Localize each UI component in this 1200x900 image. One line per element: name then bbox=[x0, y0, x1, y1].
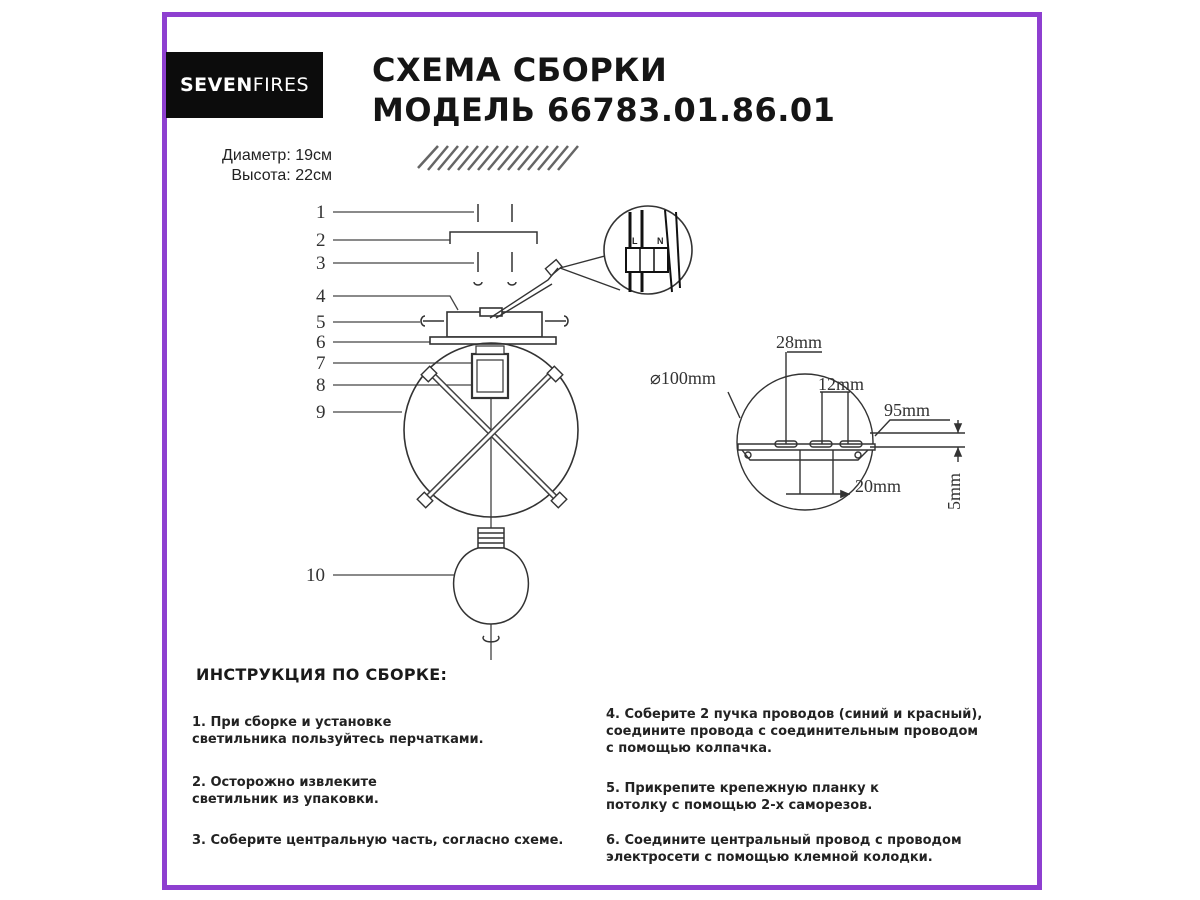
measure-diameter: ⌀100mm bbox=[650, 368, 716, 388]
measure-center: 20mm bbox=[855, 476, 902, 496]
measure-thickness: 5mm bbox=[944, 472, 964, 510]
callout-4: 4 bbox=[316, 286, 326, 307]
measure-slot-width: 12mm bbox=[818, 374, 865, 394]
callout-3: 3 bbox=[316, 253, 326, 274]
callout-5: 5 bbox=[316, 312, 326, 333]
callout-numbers bbox=[306, 202, 326, 586]
callout-7: 7 bbox=[316, 353, 326, 374]
terminal-label-n: N bbox=[657, 236, 664, 246]
callout-1: 1 bbox=[316, 202, 326, 223]
mounting-screws bbox=[450, 204, 537, 285]
callout-9: 9 bbox=[316, 402, 326, 423]
title-line-2: МОДЕЛЬ 66783.01.86.01 bbox=[372, 91, 836, 129]
ceiling-hatch bbox=[418, 146, 578, 170]
instruction-step-5: 5. Прикрепите крепежную планку к потолку с помощью 2-х саморезов. bbox=[606, 781, 879, 813]
connector-wire bbox=[490, 253, 620, 318]
instruction-step-6: 6. Соедините центральный провод с проводом электросети с помощью клемной колодки. bbox=[606, 833, 962, 865]
terminal-block-zoom bbox=[604, 206, 692, 294]
instruction-step-4: 4. Соберите 2 пучка проводов (синий и красный), соедините провода с соединительным проводом с помощью колпачка. bbox=[606, 707, 983, 756]
instructions-heading: ИНСТРУКЦИЯ ПО СБОРКЕ: bbox=[196, 665, 448, 684]
instruction-step-1: 1. При сборке и установке светильника пользуйтесь перчатками. bbox=[192, 715, 484, 747]
diameter-text: Диаметр: 19см bbox=[222, 147, 332, 164]
bracket-measurements bbox=[650, 332, 964, 510]
brand-logo-strong: SEVEN bbox=[179, 74, 253, 96]
height-text: Высота: 22см bbox=[231, 167, 332, 184]
terminal-label-l: L bbox=[632, 236, 638, 246]
callout-8: 8 bbox=[316, 375, 326, 396]
measure-slot-spacing: 28mm bbox=[776, 332, 823, 352]
canopy bbox=[421, 308, 568, 344]
measure-length: 95mm bbox=[884, 400, 931, 420]
title-line-1: СХЕМА СБОРКИ bbox=[372, 51, 668, 89]
instruction-step-3: 3. Соберите центральную часть, согласно схеме. bbox=[192, 833, 564, 848]
callout-10: 10 bbox=[306, 565, 325, 586]
brand-logo-light: FIRES bbox=[252, 74, 310, 96]
instruction-step-2: 2. Осторожно извлеките светильник из упаковки. bbox=[192, 775, 379, 807]
callout-6: 6 bbox=[316, 332, 326, 353]
callout-2: 2 bbox=[316, 230, 326, 251]
